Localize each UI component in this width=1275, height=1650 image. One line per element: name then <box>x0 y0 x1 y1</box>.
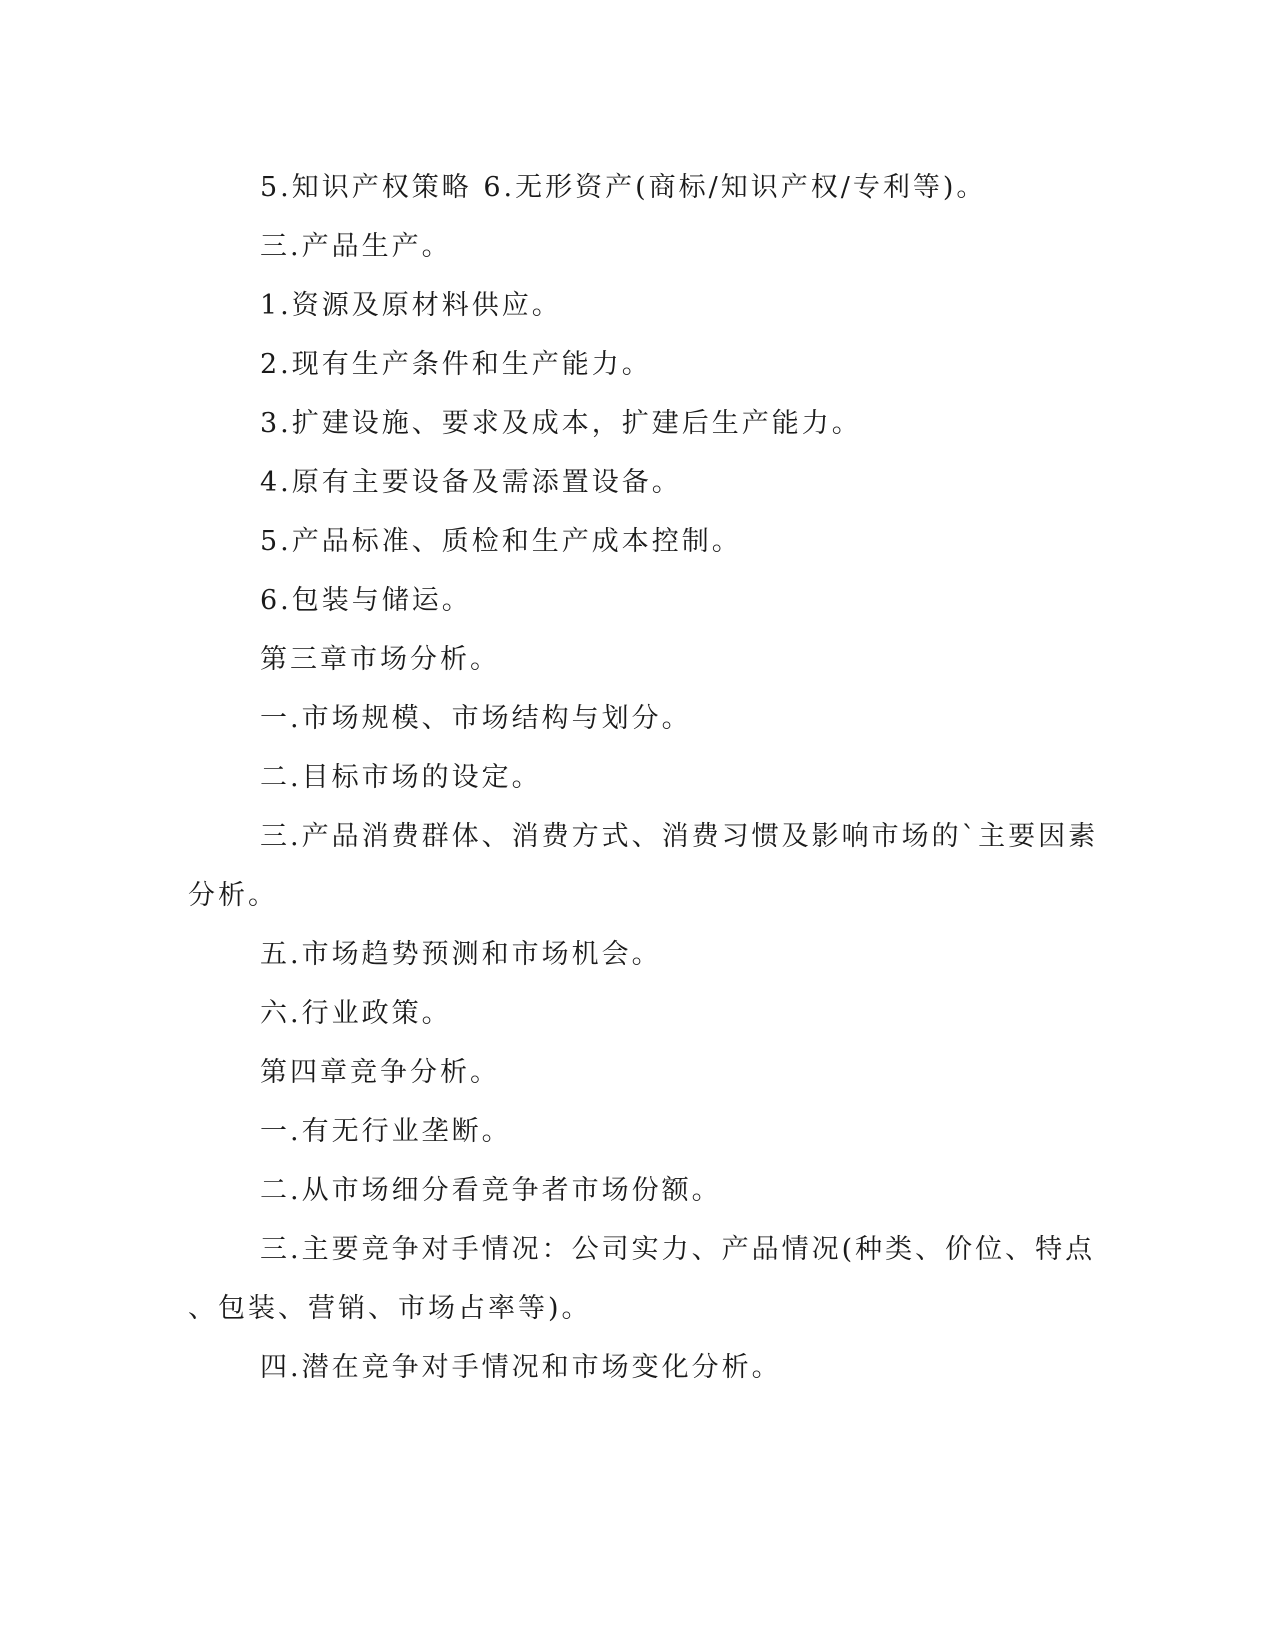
section-heading: 五.市场趋势预测和市场机会。 <box>260 939 662 970</box>
section-heading: 三.主要竞争对手情况：公司实力、产品情况(种类、价位、特点 <box>260 1234 1096 1265</box>
section-heading: 一.市场规模、市场结构与划分。 <box>260 703 692 734</box>
section-heading: 一.有无行业垄断。 <box>260 1116 512 1147</box>
document-body <box>188 158 1099 1397</box>
paragraph-continuation: 、包装、营销、市场占率等)。 <box>188 1293 592 1324</box>
paragraph-line: 3.扩建设施、要求及成本，扩建后生产能力。 <box>260 408 862 439</box>
chapter-heading: 第三章市场分析。 <box>260 644 500 675</box>
section-heading: 二.从市场细分看竞争者市场份额。 <box>260 1175 722 1206</box>
section-heading: 三.产品生产。 <box>260 231 452 262</box>
paragraph-line: 2.现有生产条件和生产能力。 <box>260 349 652 380</box>
paragraph-line: 6.包装与储运。 <box>260 585 472 616</box>
paragraph-continuation: 分析。 <box>188 880 278 911</box>
section-heading: 四.潜在竞争对手情况和市场变化分析。 <box>260 1352 782 1383</box>
section-heading: 六.行业政策。 <box>260 998 452 1029</box>
section-heading: 二.目标市场的设定。 <box>260 762 542 793</box>
chapter-heading: 第四章竞争分析。 <box>260 1057 500 1088</box>
paragraph-line: 4.原有主要设备及需添置设备。 <box>260 467 682 498</box>
paragraph-line: 5.产品标准、质检和生产成本控制。 <box>260 526 742 557</box>
paragraph-line: 1.资源及原材料供应。 <box>260 290 562 321</box>
paragraph-line: 5.知识产权策略 6.无形资产(商标/知识产权/专利等)。 <box>260 172 987 203</box>
section-heading: 三.产品消费群体、消费方式、消费习惯及影响市场的`主要因素 <box>260 821 1099 852</box>
